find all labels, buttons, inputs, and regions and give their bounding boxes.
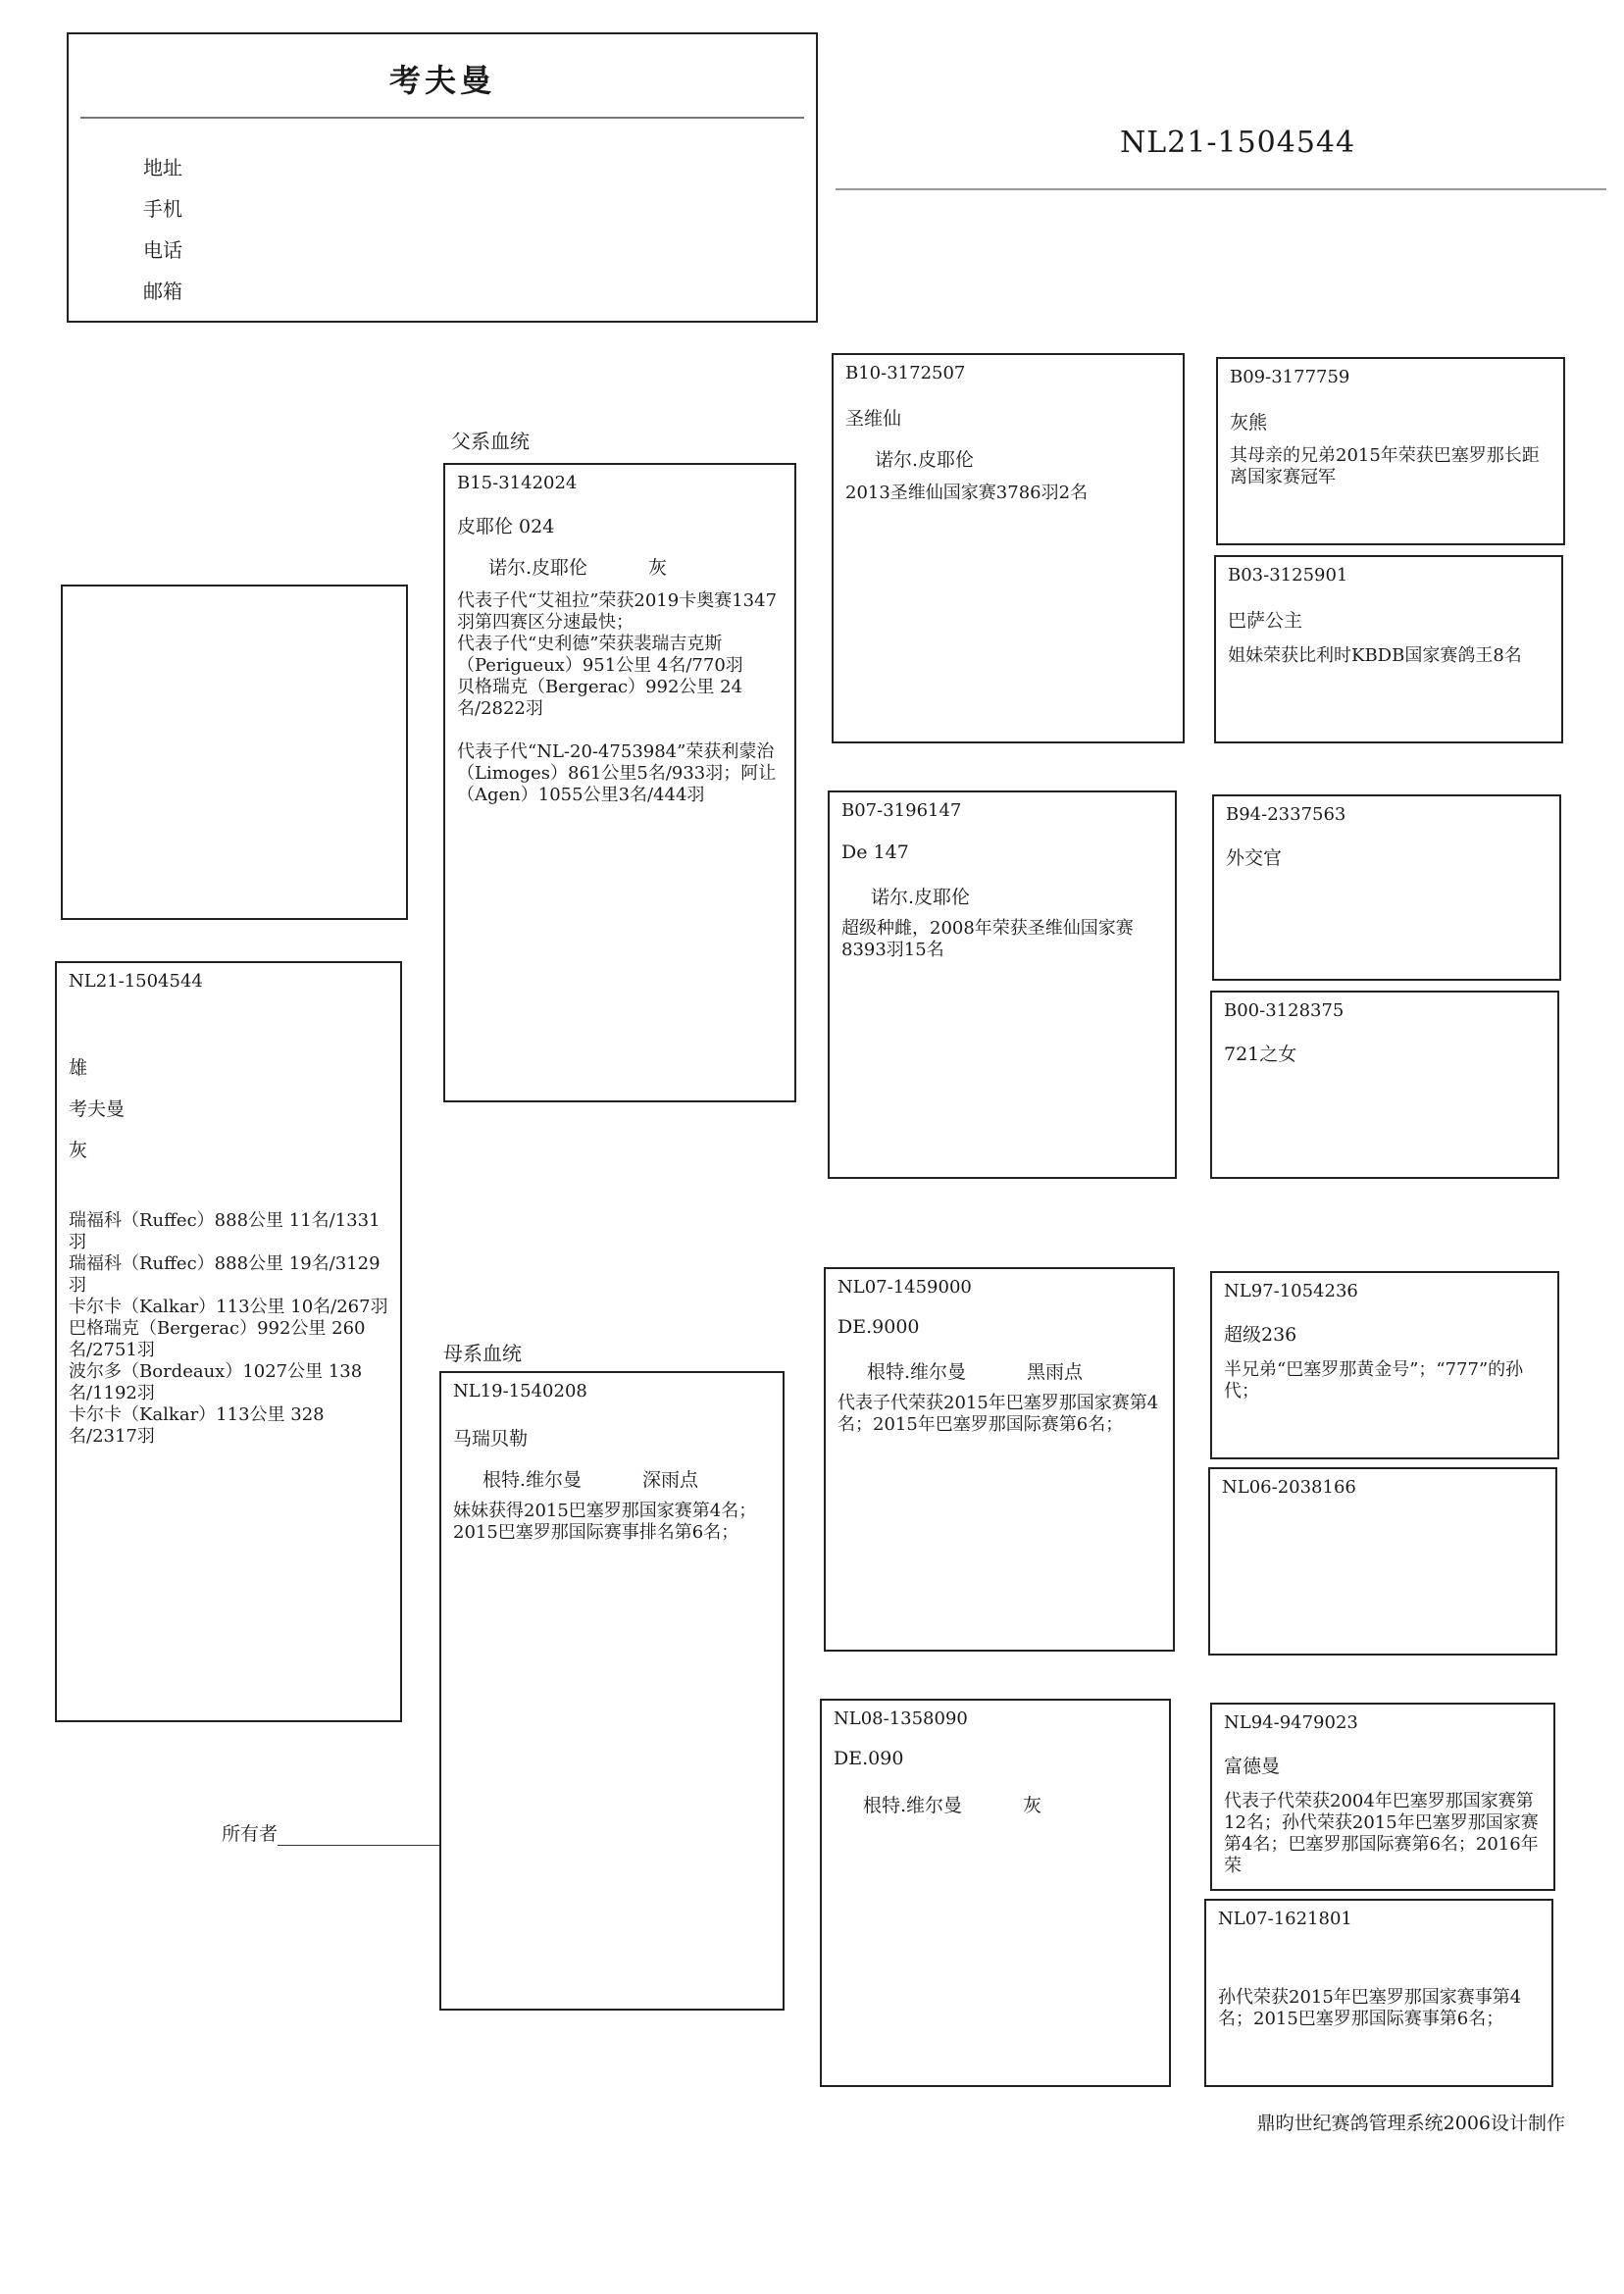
sd-name: De 147: [841, 841, 909, 863]
sds-name: 外交官: [1226, 847, 1283, 869]
main-ring-number: NL21-1504544: [1120, 126, 1356, 160]
sire-note: 贝格瑞克（Bergerac）992公里 24名/2822羽: [457, 677, 743, 719]
owner-header: [67, 32, 818, 323]
sire-note: 代表子代“史利德”荣获裴瑞吉克斯（Perigueux）951公里 4名/770羽: [457, 634, 743, 676]
owner-field: [222, 1819, 452, 1846]
sire-ring: B15-3142024: [457, 473, 578, 493]
sire-section-label: 父系血统: [451, 430, 530, 453]
result-item: 瑞福科（Ruffec）888公里 11名/1331羽: [69, 1210, 381, 1252]
sd-breeder: 诺尔.皮耶伦: [871, 887, 971, 908]
sss-box: [1216, 357, 1565, 545]
dam-notes: 妹妹获得2015巴塞罗那国家赛第4名；2015巴塞罗那国际赛事排名第6名；: [453, 1501, 757, 1543]
sire-breeder: 诺尔.皮耶伦: [488, 557, 588, 579]
sds-ring: B94-2337563: [1226, 804, 1346, 825]
result-item: 卡尔卡（Kalkar）113公里 328名/2317羽: [69, 1404, 325, 1447]
dsd-ring: NL06-2038166: [1222, 1477, 1356, 1498]
ss-breeder: 诺尔.皮耶伦: [875, 449, 975, 471]
dam-breeder: 根特.维尔曼: [482, 1469, 583, 1491]
result-item: 卡尔卡（Kalkar）113公里 10名/267羽: [69, 1297, 388, 1317]
sdd-name: 721之女: [1224, 1044, 1297, 1065]
sds-box: [1212, 794, 1561, 981]
dss-name: 超级236: [1224, 1324, 1297, 1346]
dss-box: [1210, 1271, 1559, 1459]
sd-notes: 超级种雌，2008年荣获圣维仙国家赛8393羽15名: [841, 918, 1134, 960]
ss-ring: B10-3172507: [845, 363, 966, 383]
result-item: 瑞福科（Ruffec）888公里 19名/3129羽: [69, 1253, 381, 1296]
ssd-notes: 姐妹荣获比利时KBDB国家赛鸽王8名: [1228, 645, 1522, 666]
dds-notes: 代表子代荣获2004年巴塞罗那国家赛第12名；孙代荣获2015年巴塞罗那国家赛第4名；巴塞罗那国际赛第6名；2016年荣: [1224, 1791, 1539, 1876]
ddd-ring: NL07-1621801: [1218, 1909, 1352, 1929]
dss-notes: 半兄弟“巴塞罗那黄金号”；“777”的孙代；: [1224, 1359, 1524, 1402]
dss-ring: NL97-1054236: [1224, 1281, 1358, 1301]
ddd-notes: 孙代荣获2015年巴塞罗那国家赛事第4名；2015巴塞罗那国际赛事第6名；: [1218, 1987, 1522, 2029]
footer-credit: 鼎昀世纪赛鸽管理系统2006设计制作: [1256, 2113, 1565, 2134]
sire-note: 代表子代“NL-20-4753984”荣获利蒙治（Limoges）861公里5名/933羽；阿让（Agen）1055公里3名/444羽: [457, 741, 777, 805]
sire-name: 皮耶伦 024: [457, 516, 555, 537]
subject-color: 灰: [69, 1140, 88, 1161]
sire-box: [443, 463, 796, 1102]
phone-label: 电话: [143, 238, 182, 262]
sd-box: [828, 790, 1177, 1179]
dsd-box: [1208, 1467, 1557, 1656]
header-divider: [80, 117, 804, 119]
sd-ring: B07-3196147: [841, 800, 962, 821]
result-item: 巴格瑞克（Bergerac）992公里 260名/2751羽: [69, 1318, 366, 1360]
ss-name: 圣维仙: [845, 408, 902, 430]
sire-breeder-line: [488, 553, 667, 580]
sdd-ring: B00-3128375: [1224, 1000, 1345, 1021]
dd-box: [820, 1699, 1171, 2087]
subject-results: [69, 1210, 392, 1448]
dam-box: [439, 1371, 785, 2011]
dd-breeder-line: [863, 1791, 1041, 1817]
ss-notes: 2013圣维仙国家赛3786羽2名: [845, 483, 1089, 503]
email-label: 邮箱: [143, 280, 182, 303]
dam-name: 马瑞贝勒: [453, 1428, 529, 1450]
ds-color: 黑雨点: [1027, 1361, 1084, 1383]
ssd-name: 巴萨公主: [1228, 610, 1303, 632]
subject-ring: NL21-1504544: [69, 971, 203, 992]
dd-ring: NL08-1358090: [834, 1708, 968, 1729]
address-label: 地址: [143, 156, 182, 179]
ddd-box: [1204, 1899, 1553, 2087]
dds-ring: NL94-9479023: [1224, 1712, 1358, 1733]
ds-breeder: 根特.维尔曼: [867, 1361, 967, 1383]
ds-ring: NL07-1459000: [837, 1277, 972, 1298]
sss-ring: B09-3177759: [1230, 367, 1350, 387]
subject-sex: 雄: [69, 1057, 88, 1079]
ring-underline: [836, 188, 1606, 190]
header-title: 考夫曼: [388, 62, 495, 99]
dam-section-label: 母系血统: [443, 1342, 522, 1365]
photo-box: [61, 585, 408, 920]
ssd-ring: B03-3125901: [1228, 565, 1348, 586]
dd-color: 灰: [1023, 1795, 1042, 1816]
dam-ring: NL19-1540208: [453, 1381, 587, 1402]
dam-breeder-line: [482, 1465, 698, 1492]
ss-box: [832, 353, 1185, 743]
subject-box: [55, 961, 402, 1722]
mobile-label: 手机: [143, 197, 182, 221]
ssd-box: [1214, 555, 1563, 743]
owner-label: 所有者: [222, 1823, 279, 1845]
sire-note: 代表子代“艾祖拉”荣获2019卡奥赛1347羽第四赛区分速最快；: [457, 590, 778, 633]
sss-name: 灰熊: [1230, 412, 1268, 433]
sdd-box: [1210, 991, 1559, 1179]
ds-box: [824, 1267, 1175, 1652]
ds-name: DE.9000: [837, 1316, 920, 1338]
subject-name: 考夫曼: [69, 1098, 126, 1120]
sss-notes: 其母亲的兄弟2015年荣获巴塞罗那长距离国家赛冠军: [1230, 445, 1540, 487]
sire-notes: [457, 590, 787, 806]
dds-name: 富德曼: [1224, 1756, 1281, 1777]
dd-name: DE.090: [834, 1748, 904, 1769]
dds-box: [1210, 1703, 1555, 1891]
result-item: 波尔多（Bordeaux）1027公里 138名/1192羽: [69, 1361, 363, 1403]
owner-blank-line: [278, 1827, 452, 1846]
sire-color: 灰: [648, 557, 668, 579]
dam-color: 深雨点: [642, 1469, 699, 1491]
ds-breeder-line: [867, 1357, 1083, 1384]
ds-notes: 代表子代荣获2015年巴塞罗那国家赛第4名；2015年巴塞罗那国际赛第6名；: [837, 1393, 1159, 1435]
dd-breeder: 根特.维尔曼: [863, 1795, 963, 1816]
